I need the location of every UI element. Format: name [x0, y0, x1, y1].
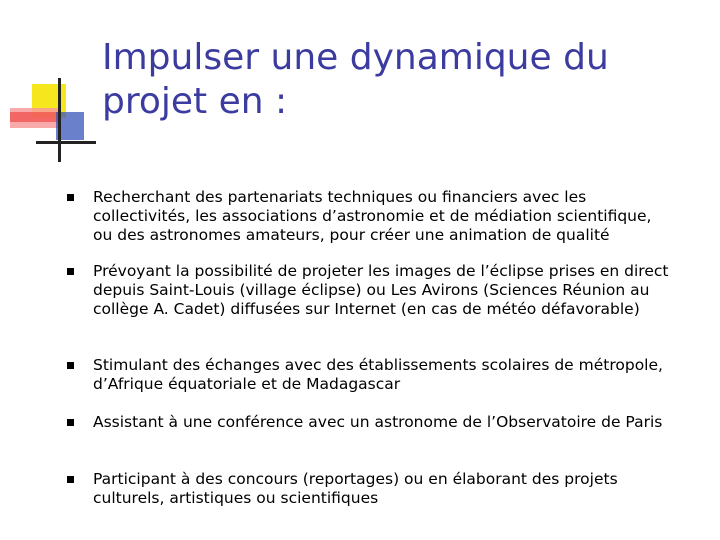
bullet-text: Prévoyant la possibilité de projeter les images de l’éclipse prises en direct depuis Saint-Louis (village éclipse) ou Les Avirons (Sciences Réunion au collège A. Cadet) diffusées sur Internet (en cas de météo défavorable)	[93, 262, 669, 318]
logo-red-bar-edge	[10, 112, 60, 122]
square-bullet-icon	[67, 476, 74, 483]
bullet-text: Recherchant des partenariats techniques ou financiers avec les collectivités, les associations d’astronomie et de médiation scientifique, ou des astronomes amateurs, pour créer une animation de qualité	[93, 188, 652, 244]
logo-horizontal-line	[36, 141, 96, 144]
square-bullet-icon	[67, 419, 74, 426]
square-bullet-icon	[67, 268, 74, 275]
bullet-text: Stimulant des échanges avec des établissements scolaires de métropole, d’Afrique équatoriale et de Madagascar	[93, 356, 663, 393]
square-bullet-icon	[67, 194, 74, 201]
bullet-text: Participant à des concours (reportages) ou en élaborant des projets culturels, artistiques ou scientifiques	[93, 470, 618, 507]
title-line-2: projet en :	[102, 81, 288, 122]
square-bullet-icon	[67, 362, 74, 369]
bullet-text: Assistant à une conférence avec un astronome de l’Observatoire de Paris	[93, 413, 663, 431]
decorative-logo	[0, 0, 110, 170]
title-line-1: Impulser une dynamique du	[102, 37, 609, 78]
logo-vertical-line	[58, 78, 61, 162]
slide-title	[102, 36, 702, 124]
